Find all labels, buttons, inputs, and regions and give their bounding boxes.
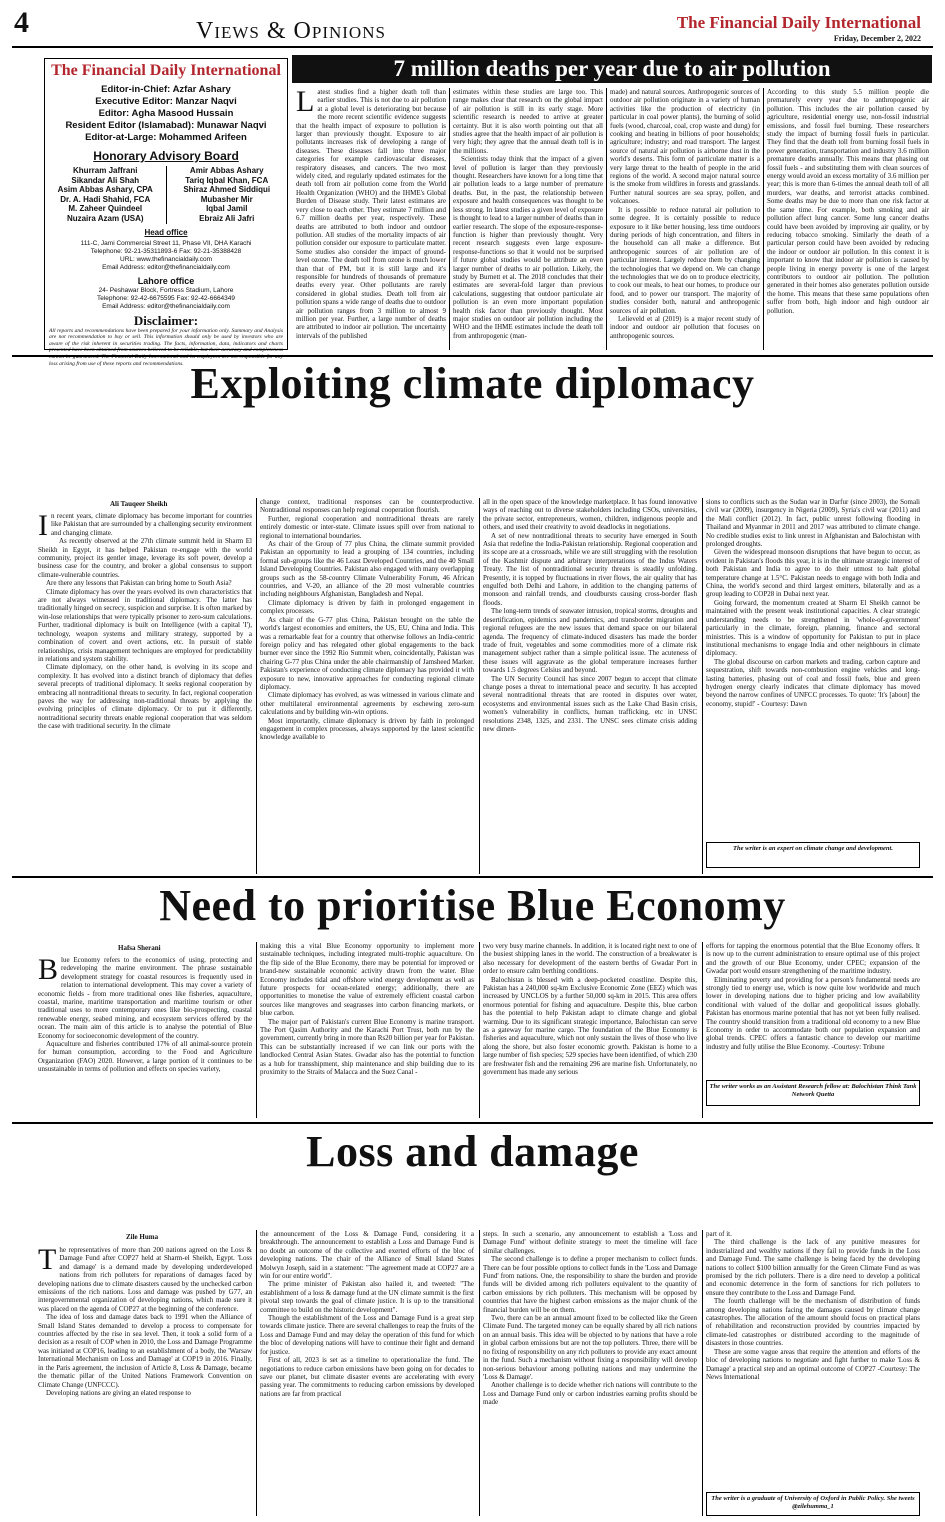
article1-headline: 7 million deaths per year due to air pollution xyxy=(393,56,831,81)
head-office-address xyxy=(45,240,287,272)
address-line: 111-C, Jami Commercial Street 11, Phase VII, DHA Karachi xyxy=(80,239,252,247)
column-rule xyxy=(606,88,607,350)
paragraph: Climate diplomacy has evolved, as was witnessed in various climate and other multilateral environmental agreements by eschewing zero-sum calculations and by building win-win options. xyxy=(260,691,474,717)
article1-col2 xyxy=(453,88,603,350)
paragraph: part of it. xyxy=(706,1230,732,1238)
url-line: URL: www.thefinancialdaily.com xyxy=(120,255,212,263)
sidebar-paper-name: The Financial Daily International xyxy=(51,62,281,79)
paragraph: Climate diplomacy has over the years evolved its own characteristics that are not always witnessed in traditional diplomacy. The latter has traditionally hinged on secrecy, suspicion and surprise. It is often marked by win-lose relationships that were typically prisoner to zero-sum calculations. Further, traditional diplomacy is built on Intelligence (with a capital 'I'), technology, weapon systems and military strategy, supported by a combination of covert and overt actions, etc. In pursuit of stable relationships, crisis management techniques are employed for predictability in relations and system stability. xyxy=(38,587,252,663)
staff-line: Resident Editor (Islamabad): Munawar Naqvi xyxy=(65,120,267,131)
article2-headline: Exploiting climate diplomacy xyxy=(190,359,755,408)
paragraph: The long-term trends of seawater intrusion, tropical storms, droughts and desertification, epidemics and pandemics, and transborder migration and regional refugees are the new issues that demand space on our bilateral agenda. The frequency of climate-induced disasters has made the border trade of fruit, vegetables and some commodities more of a climate risk management subject rather than a simple political issue. The acuteness of these issues will aggravate as the global temperature increases further towards 1.5 degrees Celsius and beyond. xyxy=(483,607,697,675)
column-rule xyxy=(256,942,257,1118)
column-rule xyxy=(479,1230,480,1516)
advisory-board xyxy=(45,166,287,224)
masthead-rule xyxy=(12,46,933,48)
paragraph: efforts for tapping the enormous potential that the Blue Economy offers. It is now up to the current administration to ensure optimal use of this project and the growth of our Blue Economy, under CPEC; expansion of the Gwadar port would ensure strengthening of the maritime industry. xyxy=(706,942,920,976)
column-rule xyxy=(479,498,480,874)
disclaimer-text: All reports and recommendations have been prepared for your information only. Summary and Analysis are not recommendation to buy or sell. This information should only be used by investors who are aware of the risk inherent in securities trading. The facts, information, data, indicators and charts presented have been obtained from sources believed to be reliable, but their accuracy and completeness cannot be guaranteed. The Financial Daily International and its employees are not responsible for any loss arising from use of these reports and recommendations. xyxy=(49,327,283,367)
paragraph: The idea of loss and damage dates back to 1991 when the Alliance of Small Island States demanded to develop a process to compensate for countries affected by the rise in sea level. Then, it took a solid form of a decision as a result of COP when in 2010, the Loss and Damage Programme was initiated at COP16, leading to an establishment of a body, the 'Warsaw International Mechanism on Loss and Damage' at COP19 in 2016. Finally, in the Paris agreement, the inclusion of Article 8, Loss & Damage, became the thematic pillar of the United Nations Framework Convention on Climate Change (UNFCCC). xyxy=(38,1313,252,1389)
article2-writer-note: The writer is an expert on climate change and development. xyxy=(706,842,920,868)
advisor-name: Tariq Iqbal Khan, FCA xyxy=(185,175,269,185)
paragraph: The third challenge is the lack of any punitive measures for industrialized and wealthy nations if they fail to provide funds in the Loss and Damage Fund. The same challenge is being faced by the developing nations to collect $100 billion annually for the Green Climate Fund as was promised by the rich polluters. There is a dire need to develop a political and economic deterrence in the form of sanctions for rich polluters to ensure they contribute to the Loss and Damage Fund. xyxy=(706,1238,920,1297)
advisor-name: Iqbal Jamil xyxy=(206,204,248,214)
paragraph: The major part of Pakistan's current Blue Economy is marine transport. The Port Qasim Authority and the Karachi Port Trust, both run by the government, currently bring in more than Rs20 billion per year for Pakistan. This can be substantially increased if we can link our ports with the landlocked Central Asian States. Gwadar also has the potential to function as a hub for transshipment, ship maintenance and ship building due to its proximity to the Straits of Malacca and the Suez Canal - xyxy=(260,1017,474,1077)
paragraph: The prime minister of Pakistan also hailed it, and tweeted: "The establishment of a loss & damage fund at the UN climate summit is the first pivotal step towards the goal of climate justice. It is up to the transitional committee to build on the historic development". xyxy=(260,1280,474,1314)
paragraph: The UN Security Council has since 2007 begun to accept that climate change poses a threat to international peace and security. It has accepted several nontraditional threats that are rooted in disputes over water, ecosystems and environmental issues such as the Lake Chad Basin crisis, women's vulnerability in conflicts, human trafficking, etc in UNSC resolutions 2348, 1325, and 2331. The UNSC sees climate crisis adding new dimen- xyxy=(483,674,697,733)
article4-col1 xyxy=(38,1246,252,1514)
article4-col2 xyxy=(260,1230,474,1514)
email-line: Email Address: editor@thefinancialdaily.com xyxy=(102,302,230,310)
article3-col4 xyxy=(706,942,920,1076)
paragraph: Latest studies find a higher death toll than earlier studies. This is not due to air pollution at a global level is deteriorating but because the more recent scientific evidence suggests that the health impact of exposure to pollution is larger than previously thought. Exposure to air pollutants increases risk of developing a range of diseases. These diseases fall into three major categories for example cardiovascular diseases, respiratory diseases, and cancers. The two most widely cited, and regularly updated estimates for the death toll from air pollution come from the World Health Organization (WHO) and the IHME's Global Burden of Disease study. Their latest estimates are very close to each other. They estimate 7 million and 6.7 million deaths per year, respectively. These deaths are attributed to both indoor and outdoor pollution. All studies of the mortality impacts of air pollution consider our exposure to particulate matter. Some studies also consider the impact of ground-level ozone. The death toll from ozone is much lower than that of PM, but it is still large and it's responsible for hundreds of thousands of premature deaths every year. Other pollutants are rarely considered in global studies. Death toll from air pollution spans a wide range of deaths due to outdoor air pollution ranges from 3 million to almost 9 million per year. Further, a large number of deaths are attributed to indoor air pollution. The uncertainty intervals of the published xyxy=(296,88,446,340)
paragraph: Most importantly, climate diplomacy is driven by faith in prolonged engagement in complex processes, always supported by the latest scientific knowledge available to xyxy=(260,716,474,742)
paragraph: Two, there can be an annual amount fixed to be collected like the Green Climate Fund. The targeted money can be equally shared by all rich nations on an annual basis. This idea will be objected to by nations that have a role in global carbon emissions but are not the top polluters. Three, there will be no fixing of responsibility on any rich polluters to provide any exact amount in the fund. Such a mechanism without fixing a responsibility will develop non-serious behaviour among polluting nations and may undermine the 'Loss & Damage'. xyxy=(483,1314,697,1381)
paragraph: steps. In such a scenario, any announcement to establish a 'Loss and Damage Fund' without definite strategy to meet the timeline will face similar challenges. xyxy=(483,1230,697,1255)
paragraph: Scientists today think that the impact of a given level of pollution is larger than they previously thought. Researchers have known for a long time that air pollution leads to a large number of premature deaths. But, in the past, the relationship between exposure and health consequences was thought to be less strong. In latest studies a given level of exposure is thought to lead to a larger number of deaths than in earlier research. The slope of the exposure-response-function is higher than previously thought. Very recent research suggests even large exposure-response-functions so that it would not be surprised if future global studies would be attribute an even larger number of deaths to air pollution. Likely, the study by Burnett et al. The 2018 concludes that their estimates are several-fold larger than previous calculations, suggesting that outdoor particulate air pollution is an even more important population health risk factor than previously thought. Most major studies on outdoor air pollution including the WHO and the IHME estimates include the death toll from anthropogenic (man- xyxy=(453,155,603,340)
article4-headline: Loss and damage xyxy=(306,1127,639,1176)
page-number: 4 xyxy=(14,6,29,39)
address-line: Telephone: 92-42-6675595 Fax: 92-42-6664349 xyxy=(96,294,236,302)
dropcap: L xyxy=(296,88,315,118)
dropcap: T xyxy=(38,1246,57,1276)
sidebar xyxy=(44,58,288,367)
paragraph: The representatives of more than 200 nations agreed on the Loss & Damage Fund after COP27 held at Sharm-el Sheikh, Egypt. 'Loss and damage' is a demand made by developing underdeveloped nations from rich polluters for reparations of damages faced by developing nations due to climate disasters caused by the unchecked carbon emissions of the rich nations. Loss and damage was pushed by G77, an intergovernmental organization of developing nations, which made sure it was placed on the agenda of COP27 at the beginning of the conference. xyxy=(38,1246,252,1313)
advisor-name: Nuzaira Azam (USA) xyxy=(66,213,144,223)
section-rule xyxy=(12,355,933,357)
section-rule xyxy=(12,1122,933,1124)
advisor-name: Asim Abbas Ashary, CPA xyxy=(57,185,153,195)
advisor-name: Amir Abbas Ashary xyxy=(189,166,264,175)
paragraph: Given the widespread monsoon disruptions that have begun to occur, as evident in Pakistan's floods this year, it is in the ultimate strategic interest of both Pakistan and India to agree to do their utmost to halt global temperature change at 1.5°C. Pakistan needs to engage with both India and China, the world's second and third largest emitters, bilaterally and as a group leading to COP28 in Dubai next year. xyxy=(706,548,920,599)
paragraph: In recent years, climate diplomacy has become important for countries like Pakistan that are surrounded by a challenging security environment and changing climate. xyxy=(38,512,252,542)
article3-byline: Hafsa Sherani xyxy=(118,944,161,952)
paragraph: Balochistan is blessed with a deep-pocketed coastline. Despite this, Pakistan has a 240,000 sq-km Exclusive Economic Zone (EEZ) which was increased by UNCLOS by a further 50,000 sq-km in 2015. This area offers enormous potential for fishing and aquaculture. Despite this, blue carbon has the potential to help Pakistan adapt to climate change and global warming. Due to its significant strategic importance, Balochistan can serve as a gateway for marine cargo. The foundation of the Blue Economy is fisheries and aquaculture, which not only sustain the lives of those who live along the shore, but also foster economic growth. Pakistan is home to a large number of fish species; 529 species have been identified, of which 230 are freshwater fish and the remaining 296 are marine fish. Unfortunately, no government has made any serious xyxy=(483,975,697,1077)
paragraph: the announcement of the Loss & Damage Fund, considering it a breakthrough. The announcement to establish a Loss and Damage Fund is no doubt an outcome of the collective and exerted efforts of the bloc of developing nations. The chair of the Alliance of Small Island States Molwyn Joseph, said in a statement: "The agreement made at COP27 are a win for our entire world". xyxy=(260,1230,474,1281)
advisor-name: Ebraiz Ali Jafri xyxy=(199,213,255,223)
paragraph: Lelieveld et al (2019) is a major recent study of indoor and outdoor air pollution that focuses on anthropogenic sources. xyxy=(610,314,760,340)
advisor-name: Sikandar Ali Shah xyxy=(71,175,140,185)
staff-line: Editor-in-Chief: Azfar Ashary xyxy=(101,84,231,95)
article4-col4 xyxy=(706,1230,920,1486)
paragraph: estimates within these studies are large too. This range makes clear that research on the global impact of air pollution is still in its early stage. More scientific research is needed to arrive at greater certainty. But it is also worth pointing out that all studies agree that the health impact of air pollution is very high; they agree that the annual death toll is in the millions. xyxy=(453,88,603,155)
paragraph: These are some vague areas that require the attention and efforts of the bloc of developing nations to negotiate and fight further to make 'Loss & Damage' a practical step and an optimal outcome of COP27 -Courtesy: The News International xyxy=(706,1347,920,1381)
paragraph: The global discourse on carbon markets and trading, carbon capture and sequestration, shift towards non-combustion engine vehicles and long-lasting batteries, phasing out of coal and fossil fuels, blue and green hydrogen energy clearly indicates that climate diplomacy has moved beyond the narrow confines of UNFCC processes. To quote: 'It's [about] the economy, stupid!' - Courtesy: Dawn xyxy=(706,657,920,708)
article1-col3 xyxy=(610,88,760,350)
paragraph: As recently observed at the 27th climate summit held in Sharm El Sheikh in Egypt, it has helped Pakistan re-engage with the world community, project its gentler image, leverage its soft power, develop a business case for the country, and broker a global consensus to support climate-vulnerable countries. xyxy=(38,537,252,579)
paragraph: Though the establishment of the Loss and Damage Fund is a great step towards climate justice. There are several challenges to reap the fruits of the Loss and Damage Fund and may delay the operation of this fund for which the bloc of developing nations will have to continue their fight and demand for justice. xyxy=(260,1314,474,1356)
paragraph: Are there any lessons that Pakistan can bring home to South Asia? xyxy=(46,579,232,588)
article3-col3 xyxy=(483,942,697,1118)
staff-line: Editor-at-Large: Mohammed Arifeen xyxy=(85,132,247,143)
paragraph: change context, traditional responses can be counterproductive. Nontraditional responses can help regional cooperation flourish. xyxy=(260,498,474,515)
article3-col1 xyxy=(38,956,252,1118)
paragraph: Developing nations are giving an elated response to xyxy=(46,1388,191,1397)
staff-line: Executive Editor: Manzar Naqvi xyxy=(95,96,237,107)
advisor-name: Shiraz Ahmed Siddiqui xyxy=(183,185,271,195)
email-line: Email Address: editor@thefinancialdaily.com xyxy=(102,263,230,271)
paragraph: sions to conflicts such as the Sudan war in Darfur (since 2003), the Somali civil war (2009), insurgency in Nigeria (2009), Syria's civil war (2011) and the Mali conflict (2012). In fact, public unrest following flooding in Thailand and Myanmar in 2011 and 2017 was attributed to climate change. No credible studies exist to link unrest in Afghanistan and Balochistan with prolonged droughts. xyxy=(706,498,920,549)
advisor-name: Dr. A. Hadi Shahid, FCA xyxy=(60,194,151,204)
column-rule xyxy=(702,942,703,1118)
article1-col1 xyxy=(296,88,446,350)
paragraph: It is possible to reduce natural air pollution to some degree. It is certainly possible to reduce exposure to it like better housing, less time outdoors during periods of high concentration, and filters in the household can all make a difference. But anthropogenic sources of air pollution are of particular interest. Largely reduce them by changing the technologies that we depend on. We can change the technologies that we do on to produce electricity, to cook our meals, to heat our homes, to produce our food, and to power our transport. The majority of studies consider both, natural and anthropogenic sources of air pollution. xyxy=(610,205,760,315)
paragraph: The fourth challenge will be the mechanism of distribution of funds among developing nations facing the damages caused by climate change catastrophes. The allocation of the amount should focus on practical plans of rehabilitation and reconstruction provided by countries impacted by climate-led catastrophes or distributed according to the magnitude of disasters in those countries. xyxy=(706,1297,920,1348)
section-title: Views & Opinions xyxy=(196,18,386,44)
article2-col2 xyxy=(260,498,474,774)
article3-col2 xyxy=(260,942,474,1118)
section-rule xyxy=(12,876,933,878)
paragraph: The second challenge is to define a proper mechanism to collect funds. There can be four possible options to collect funds in the 'Loss and Damage Fund' from nations. One, the responsibility to share the burden and provide funds will be divided among rich polluters equivalent to the quantity of carbon emissions by rich polluters. This mechanism will be opposed by countries that have the highest carbon emissions as the major chunk of the financial burden will be on them. xyxy=(483,1255,697,1314)
lahore-office-address xyxy=(45,287,287,311)
paragraph: made) and natural sources. Anthropogenic sources of outdoor air pollution originate in a variety of human activities like the production of electricity (in particular in coal power plants), the burning of solid fuels (wood, charcoal, coal, crop waste and dung) for cooking and heating in billions of poor households; agriculture; industry; and road transport. The largest source of natural air pollution is airborne dust in the world's deserts. This form of particulate matter is a very large threat to the health of people in the arid regions of the world. A second major natural source is the smoke from wildfires in forests and grasslands. Further natural sources are sea spray, pollen, and volcanoes. xyxy=(610,88,760,206)
disclaimer-title: Disclaimer: xyxy=(133,312,199,328)
article1-col4 xyxy=(767,88,929,350)
paragraph: Another challenge is to decide whether rich nations will contribute to the Loss and Damage Fund only or carbon industries earning profits should be made xyxy=(483,1381,697,1407)
lahore-office-title: Lahore office xyxy=(137,275,195,286)
article3-headline: Need to prioritise Blue Economy xyxy=(159,881,786,930)
advisory-board-title: Honorary Advisory Board xyxy=(93,149,239,163)
advisor-name: M. Zaheer Quindeel xyxy=(68,204,143,214)
article4-writer-note: The writer is a graduate of University of Oxford in Public Policy. She tweets @zilehumma_1 xyxy=(706,1492,920,1516)
column-rule xyxy=(479,942,480,1118)
address-line: Telephone: 92-21-35311893-6 Fax: 92-21-35388428 xyxy=(90,247,242,255)
paragraph: Going forward, the momentum created at Sharm El Sheikh cannot be maintained with the present weak institutional capacities. A clear strategic understanding needs to be strengthened in 'whole-of-government' particularly in the climate, foreign, planning, finance and sectoral ministries. This is a window of opportunity for Pakistan to put in place institutional mechanisms to engage India and other neighbours in climate diplomacy. xyxy=(706,598,920,658)
article2-col3 xyxy=(483,498,697,774)
paragraph: Eliminating poverty and providing for a person's fundamental needs are strongly tied to energy use, which is now quite low worldwide and much lower in developing nations due to higher pricing and low availability conditional with valued of the dollar and geopolitical issues globally. Pakistan has enormous marine potential that has not yet been fully realised. The country should transition from a traditional old economy to a new Blue Economy in order to accommodate both our population expansion and global trends. CPEC offers a fantastic chance to develop our maritime industry and fully utilise the Blue Economy. -Courtesy: Tribune xyxy=(706,975,920,1051)
article2-col4 xyxy=(706,498,920,812)
paragraph: First of all, 2023 is set as a timeline to operationalize the fund. The negotiations to reduce carbon emissions have been going on for decades to save our planet, but climate disaster events are accelerating with every passing year. The commitments to reducing carbon emissions by developed nations are far from practical xyxy=(260,1356,474,1398)
column-rule xyxy=(256,498,257,874)
address-line: 24- Peshawar Block, Fortress Stadium, Lahore xyxy=(98,286,234,294)
paragraph: all in the open space of the knowledge marketplace. It has found innovative ways of reaching out to diverse stakeholders including CSOs, universities, the private sector, entrepreneurs, women, children, indigenous people and others, and used their creativity to avoid deadlocks in negotiations. xyxy=(483,498,697,532)
paragraph: two very busy marine channels. In addition, it is located right next to one of the busiest shipping lanes in the world. The construction of a breakwater is also necessary for development of the eastern berths of Gwadar Port in order to ensure calm berthing conditions. xyxy=(483,942,697,976)
staff-line: Editor: Agha Masood Hussain xyxy=(98,108,234,119)
paragraph: Climate diplomacy is driven by faith in prolonged engagement in complex processes. xyxy=(260,598,474,616)
paragraph: making this a vital Blue Economy opportunity to implement more sustainable techniques, including integrated multi-trophic aquaculture. On the flip side of the Blue Economy, there may be potential for improved or brand-new sustainable economic activity drawn from the water. Blue Economy includes tidal and offshore wind energy development as well as future prospects for ocean-related energy; additionally, there are opportunities to monetise the value of extremely efficient coastal carbon sources like mangroves and seagrasses into carbon financing markets, or blue carbon. xyxy=(260,942,474,1018)
paragraph: Blue Economy refers to the economics of using, protecting and redeveloping the marine environment. The phrase sustainable development strategy for coastal resources is frequently used in relation to international development. This may cover a variety of economic fields - from more traditional ones like fisheries, aquaculture, coastal, marine, maritime transportation and maritime tourism or other traditional uses to more contemporary ones like bio-prospecting, coastal renewable energy, seabed mining, and ecosystem services offered by the ocean. The main aim of this article is to analyse the potential of Blue Economy for socioeconomic development of the country. xyxy=(38,956,252,1040)
paragraph: Climate diplomacy, on the other hand, is evolving in its scope and complexity. It has evolved into a distinct branch of diplomacy that defies several precepts of traditional diplomacy. It seeks regional cooperation by embracing all nontraditional threats to security. In fact, regional cooperation paves the way for addressing non-traditional threats by applying the evolving principles of climate diplomacy. Or to put it differently, nontraditional security threats enable regional cooperation that was seldom the case with traditional security. In the climate xyxy=(38,663,252,731)
paragraph: As chair of the G-77 plus China, Pakistan brought on the table the world's largest economies and emitters, the US, EU, China and India. This was a remarkable feat for a country that otherwise follows an India-centric foreign policy and has relegated other global engagements to the back burner ever since the 1992 Rio Summit when, coincidentally, Pakistan was chairing G-77 plus China under the able chairmanship of Jamsheed Marker. Pakistan's experience of conducting climate diplomacy has provided it with exposure to new, innovative approaches for conducting regional climate diplomacy. xyxy=(260,615,474,691)
article2-col1 xyxy=(38,512,252,774)
dropcap: I xyxy=(38,512,48,542)
column-rule xyxy=(763,88,764,350)
column-rule xyxy=(702,1230,703,1516)
staff-list xyxy=(45,84,287,144)
paragraph: As chair of the Group of 77 plus China, the climate summit provided Pakistan an opportunity to lead a grouping of 134 countries, including formal sub-groups like the 46 Least Developed Countries, and the 40 Small Island Developing Countries. Pakistan also engaged with many overlapping groups such as the 58-country Climate Vulnerability Forum, 46 African countries, and V-20, an alliance of the 20 most vulnerable countries including neighbours Afghanistan, Bangladesh and Nepal. xyxy=(260,540,474,599)
article4-byline: Zile Huma xyxy=(126,1233,159,1241)
paragraph: According to this study 5.5 million people die prematurely every year due to anthropogenic air pollution. This includes the air pollution caused by agriculture, residential energy use, non-fossil industrial emissions, and fossil fuel burning. These researchers study the impact of burning fossil fuels in particular. They find that the death toll from burning fossil fuels in power generation, transportation and industry 3.6 million premature deaths annually. This means that phasing out fossil fuels - and substituting them with clean sources of energy would avoid an excess mortality of 3.6 million per year; this is more than 6-times the annual death toll of all murders, war deaths, and terrorist attacks combined. Some deaths may be due to more than one risk factor at the same time. For example, both smoking and air pollution affect lung cancer. Some lung cancer deaths could have been avoided by improving air quality, or by reducing tobacco smoking. Similarly the death of a particular person could have been avoided by reducing the indoor or outdoor air pollution. In this context it is important to know that indoor air pollution is caused by people living in energy poverty is one of the largest contributors to outdoor air pollution. The pollution generated in their homes also generates pollution outside the home. This means that these same populations often suffer from both, high indoor and high outdoor air pollution. xyxy=(767,88,929,315)
paragraph: Further, regional cooperation and nontraditional threats are rarely entirely domestic or inter-state. Climate issues spill over from national to regional to international boundaries. xyxy=(260,514,474,540)
article2-byline: Ali Tauqeer Sheikh xyxy=(110,500,168,508)
column-rule xyxy=(449,88,450,350)
article3-writer-note: The writer works as an Assistant Research fellow at: Balochistan Think Tank Network Quetta xyxy=(706,1080,920,1106)
dropcap: B xyxy=(38,956,59,986)
paper-name-header: The Financial Daily International xyxy=(676,13,921,32)
paragraph: A set of new nontraditional threats to security have emerged in South Asia that redefine the India-Pakistan relationship. Regional cooperation and its scope are at a crossroads, while we are still struggling with the resolution of the Kashmir dispute and arbitrary interpretations of the Indus Waters Treaty. The list of nontraditional security threats is steadily unfolding. Presently, it is topped by fluctuations in river flows, the air quality that has engulfed both Delhi and Lahore, in addition to the changing patterns of monsoon and rainfall trends, and cloudbursts causing cross-border flash floods. xyxy=(483,531,697,607)
column-rule xyxy=(702,498,703,874)
column-rule xyxy=(256,1230,257,1516)
advisor-name: Khurram Jaffrani xyxy=(73,166,138,175)
head-office-title: Head office xyxy=(144,227,188,237)
issue-date: Friday, December 2, 2022 xyxy=(833,34,921,43)
article4-col3 xyxy=(483,1230,697,1514)
paragraph: Aquaculture and fisheries contributed 17% of all animal-source protein for human consumption, according to the Food and Agriculture Organization (FAO) 2020. However, a large portion of it continues to be unsustainable in terms of pollution and effects on species variety, xyxy=(38,1040,252,1074)
advisor-name: Mubasher Mir xyxy=(200,194,253,204)
